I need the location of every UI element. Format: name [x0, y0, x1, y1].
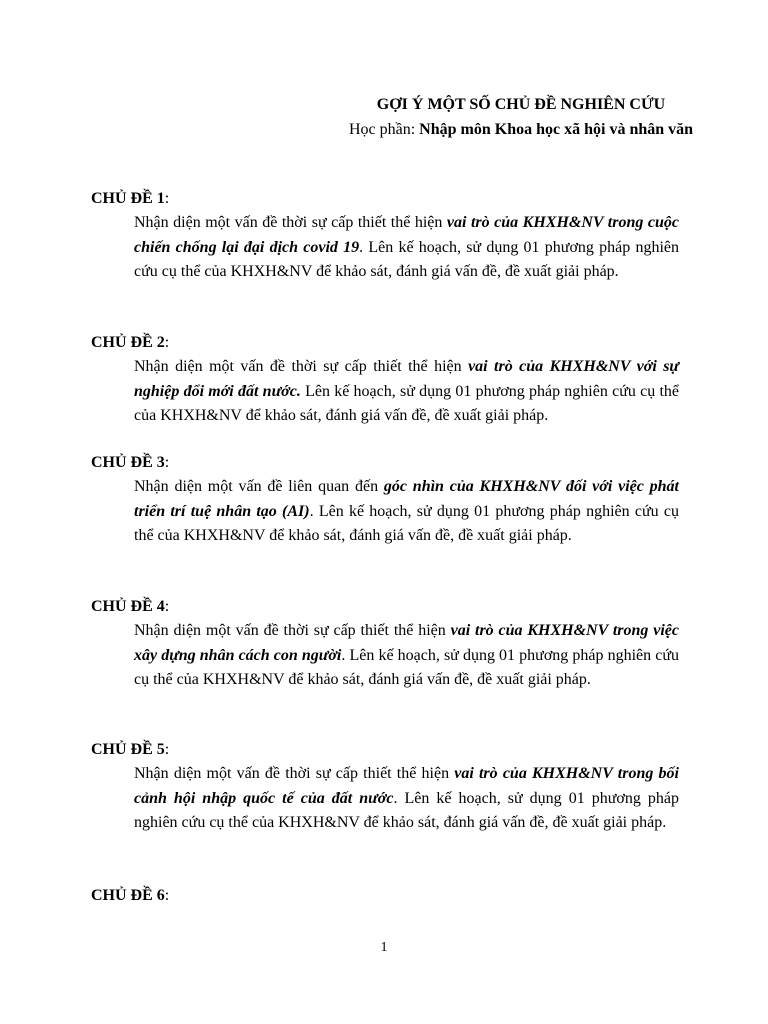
page-number: 1 [380, 940, 388, 955]
topic-label: CHỦ ĐỀ 5: [91, 741, 170, 758]
topic-2 [91, 330, 679, 429]
topic-highlight: vai trò của KHXH&NV trong việc xây dựng nhân cách con người [134, 622, 680, 664]
topic-highlight: vai trò của KHXH&NV trong cuộc chiến chống lại đại dịch covid 19 [134, 214, 679, 256]
topic-description: Nhận diện một vấn đề liên quan đến góc nhìn của KHXH&NV đối với việc phát triển trí tuệ nhân tạo (AI). Lên kế hoạch, sử dụng 01 phương pháp nghiên cứu cụ thể của KHXH&NV để khảo sát, đánh giá vấn đề, đề xuất giải pháp. [134, 478, 680, 544]
topic-description: Nhận diện một vấn đề thời sự cấp thiết thể hiện vai trò của KHXH&NV với sự nghiệp đổi mới đất nước. Lên kế hoạch, sử dụng 01 phương pháp nghiên cứu cụ thể của KHXH&NV để khảo sát, đánh giá vấn đề, đề xuất giải pháp. [134, 358, 680, 424]
topic-highlight: vai trò của KHXH&NV với sự nghiệp đổi mới đất nước. [134, 358, 680, 400]
topic-label: CHỦ ĐỀ 4: [91, 598, 170, 615]
topic-5 [91, 737, 679, 836]
document-header [335, 92, 707, 142]
course-label: Học phần: [348, 121, 420, 138]
topic-1 [91, 186, 679, 285]
course-name: Nhập môn Khoa học xã hội và nhân văn [419, 121, 694, 138]
topic-highlight: góc nhìn của KHXH&NV đối với việc phát triển trí tuệ nhân tạo (AI) [134, 478, 680, 520]
topic-label: CHỦ ĐỀ 1: [91, 190, 170, 207]
topic-4 [91, 594, 679, 693]
course-line [335, 117, 707, 142]
topic-3 [91, 450, 679, 549]
topic-label: CHỦ ĐỀ 2: [91, 334, 170, 351]
topic-description: Nhận diện một vấn đề thời sự cấp thiết thể hiện vai trò của KHXH&NV trong cuộc chiến chống lại đại dịch covid 19. Lên kế hoạch, sử dụng 01 phương pháp nghiên cứu cụ thể của KHXH&NV để khảo sát, đánh giá vấn đề, đề xuất giải pháp. [134, 214, 680, 280]
topic-description: Nhận diện một vấn đề thời sự cấp thiết thể hiện vai trò của KHXH&NV trong bối cảnh hội nhập quốc tế của đất nước. Lên kế hoạch, sử dụng 01 phương pháp nghiên cứu cụ thể của KHXH&NV để khảo sát, đánh giá vấn đề, đề xuất giải pháp. [134, 765, 680, 831]
topic-label: CHỦ ĐỀ 6: [91, 887, 170, 904]
topic-label: CHỦ ĐỀ 3: [91, 454, 170, 471]
topic-6 [91, 883, 679, 908]
topic-description: Nhận diện một vấn đề thời sự cấp thiết thể hiện vai trò của KHXH&NV trong việc xây dựng nhân cách con người. Lên kế hoạch, sử dụng 01 phương pháp nghiên cứu cụ thể của KHXH&NV để khảo sát, đánh giá vấn đề, đề xuất giải pháp. [134, 622, 680, 688]
document-title: GỢI Ý MỘT SỐ CHỦ ĐỀ NGHIÊN CỨU [376, 96, 666, 113]
topic-highlight: vai trò của KHXH&NV trong bối cảnh hội nhập quốc tế của đất nước [134, 765, 679, 807]
